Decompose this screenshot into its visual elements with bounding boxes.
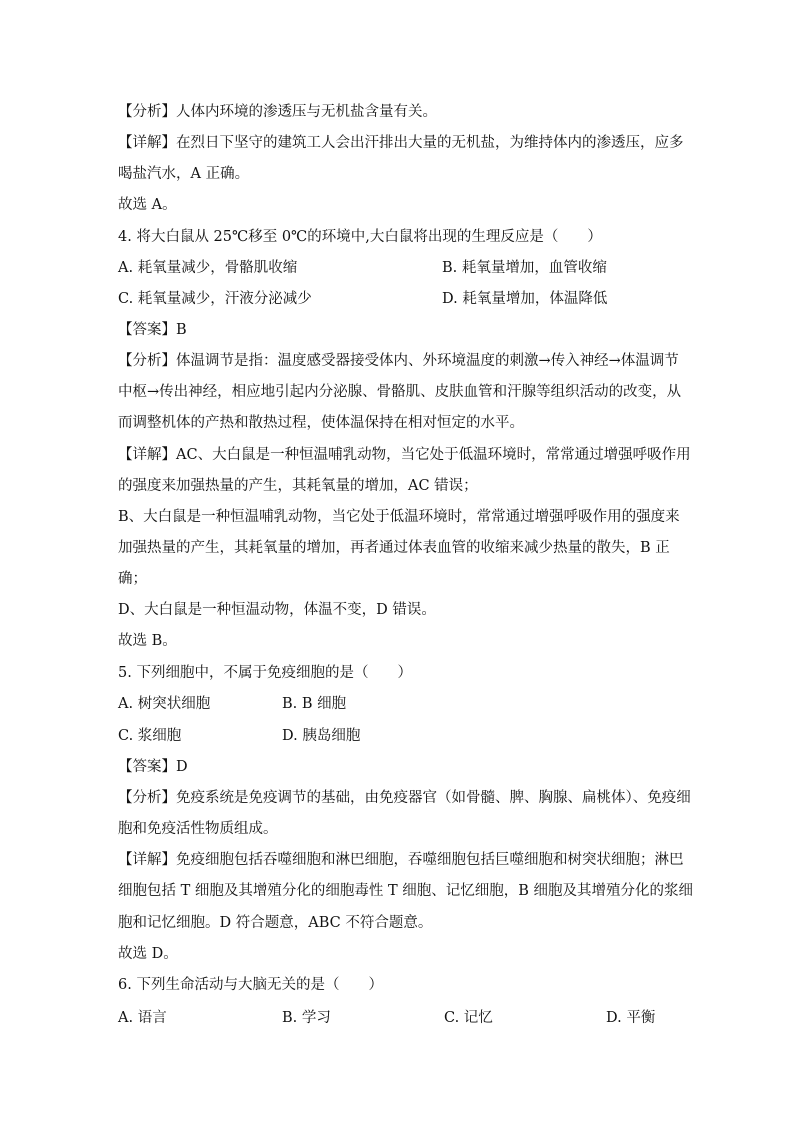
q4-analysis-line-2: 中枢→传出神经，相应地引起内分泌腺、骨骼肌、皮肤血管和汗腺等组织活动的改变，从 xyxy=(118,384,682,400)
q5-analysis-line-2: 胞和免疫活性物质组成。 xyxy=(118,821,278,837)
q6-option-a: A. 语言 xyxy=(118,1010,167,1026)
q3-detail-line-2: 喝盐汽水，A 正确。 xyxy=(118,166,250,182)
q4-option-c: C. 耗氧量减少，汗液分泌减少 xyxy=(118,291,312,307)
q5-option-a: A. 树突状细胞 xyxy=(118,696,211,712)
q3-analysis: 【分析】人体内环境的渗透压与无机盐含量有关。 xyxy=(118,104,437,120)
q4-option-a: A. 耗氧量减少，骨骼肌收缩 xyxy=(118,260,298,276)
q3-conclusion: 故选 A。 xyxy=(118,197,177,213)
q4-detail-line-4: 加强热量的产生，其耗氧量的增加，再者通过体表血管的收缩来减少热量的散失，B 正 xyxy=(118,540,670,556)
q4-conclusion: 故选 B。 xyxy=(118,633,177,649)
q6-option-d: D. 平衡 xyxy=(606,1010,656,1026)
q4-detail-line-2: 的强度来加强热量的产生，其耗氧量的增加，AC 错误； xyxy=(118,478,478,494)
q4-detail-line-5: 确； xyxy=(118,571,147,587)
q4-detail-line-1: 【详解】AC、大白鼠是一种恒温哺乳动物，当它处于低温环境时，常常通过增强呼吸作用 xyxy=(118,447,691,463)
q5-detail-line-2: 细胞包括 T 细胞及其增殖分化的细胞毒性 T 细胞、记忆细胞，B 细胞及其增殖分化的浆细 xyxy=(118,883,694,899)
q6-option-c: C. 记忆 xyxy=(444,1010,493,1026)
q5-answer: 【答案】D xyxy=(118,759,188,775)
q4-stem: 4. 将大白鼠从 25℃移至 0℃的环境中,大白鼠将出现的生理反应是（ ） xyxy=(118,229,602,245)
q5-conclusion: 故选 D。 xyxy=(118,946,178,962)
q5-option-d: D. 胰岛细胞 xyxy=(282,728,361,744)
q5-stem: 5. 下列细胞中，不属于免疫细胞的是（ ） xyxy=(118,665,412,681)
q5-analysis-line-1: 【分析】免疫系统是免疫调节的基础，由免疫器官（如骨髓、脾、胸腺、扁桃体）、免疫细 xyxy=(118,790,691,806)
q4-detail-line-3: B、大白鼠是一种恒温哺乳动物，当它处于低温环境时，常常通过增强呼吸作用的强度来 xyxy=(118,509,680,525)
q4-option-d: D. 耗氧量增加，体温降低 xyxy=(442,291,608,307)
q4-detail-line-6: D、大白鼠是一种恒温动物，体温不变，D 错误。 xyxy=(118,602,436,618)
q6-stem: 6. 下列生命活动与大脑无关的是（ ） xyxy=(118,977,383,993)
q4-analysis-line-1: 【分析】体温调节是指：温度感受器接受体内、外环境温度的刺激→传入神经→体温调节 xyxy=(118,353,679,369)
q4-option-b: B. 耗氧量增加，血管收缩 xyxy=(442,260,607,276)
q6-option-b: B. 学习 xyxy=(282,1010,331,1026)
q5-detail-line-3: 胞和记忆细胞。D 符合题意，ABC 不符合题意。 xyxy=(118,915,433,931)
q4-answer: 【答案】B xyxy=(118,322,187,338)
q5-option-b: B. B 细胞 xyxy=(282,696,347,712)
q3-detail-line-1: 【详解】在烈日下坚守的建筑工人会出汗排出大量的无机盐，为维持体内的渗透压，应多 xyxy=(118,135,684,151)
q5-option-c: C. 浆细胞 xyxy=(118,728,182,744)
q4-analysis-line-3: 而调整机体的产热和散热过程，使体温保持在相对恒定的水平。 xyxy=(118,415,524,431)
q5-detail-line-1: 【详解】免疫细胞包括吞噬细胞和淋巴细胞，吞噬细胞包括巨噬细胞和树突状细胞；淋巴 xyxy=(118,852,684,868)
